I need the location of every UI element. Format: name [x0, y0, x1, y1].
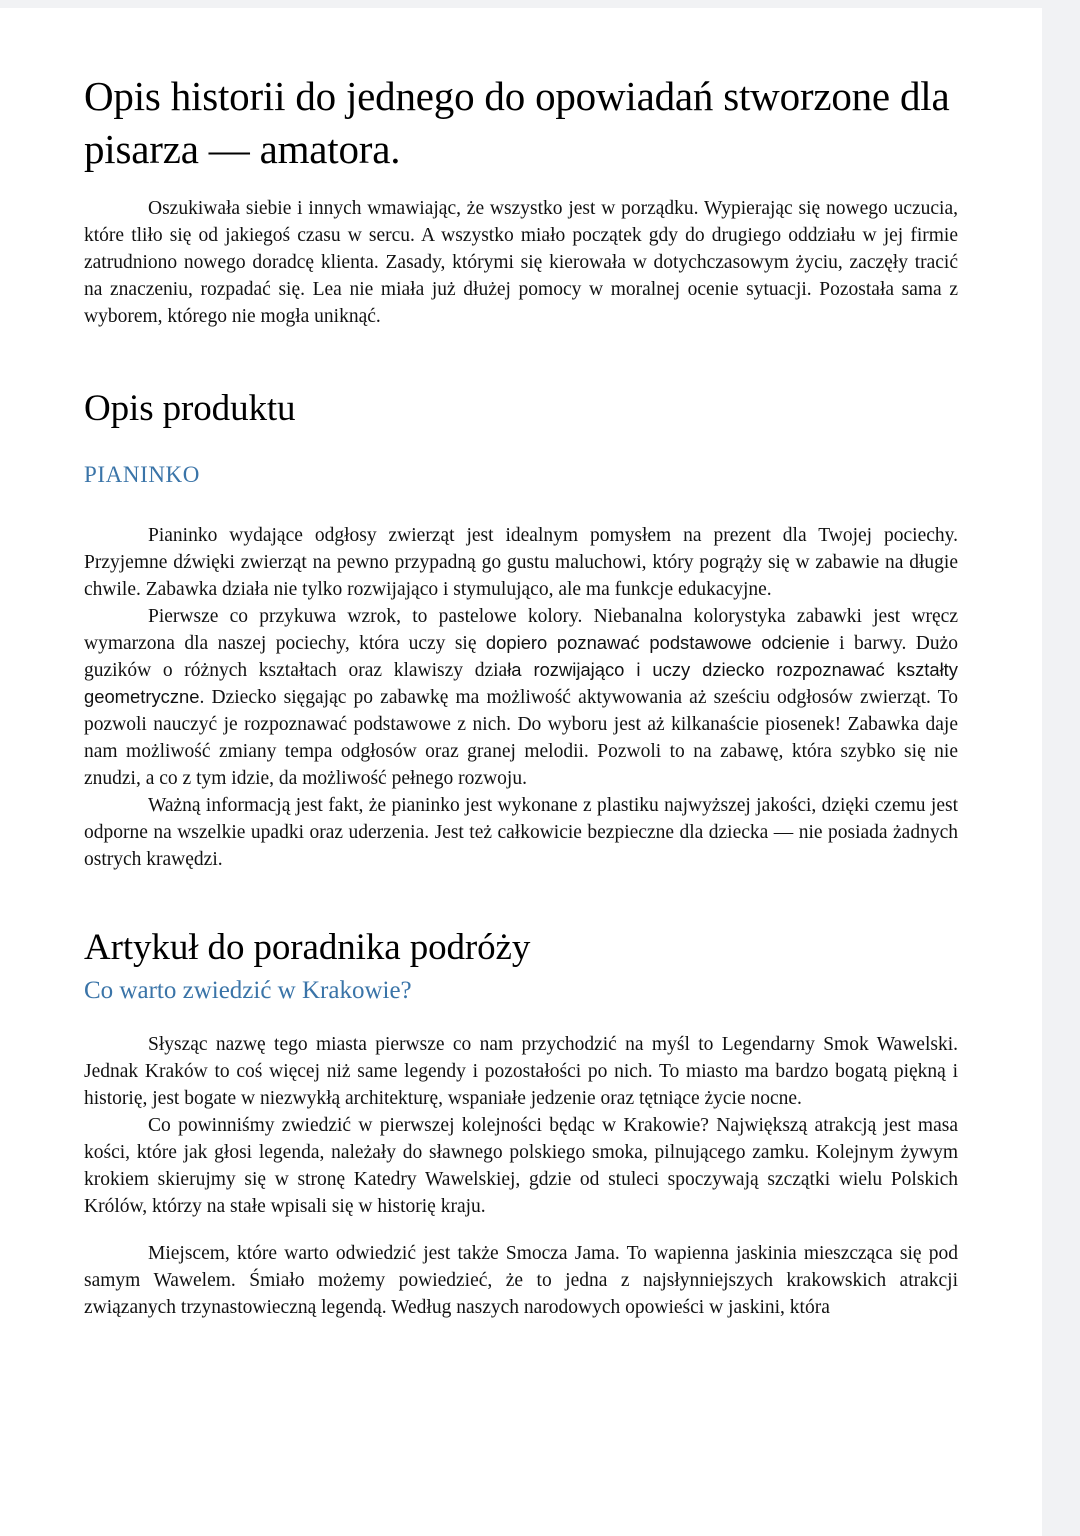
spacer	[84, 432, 958, 462]
run-serif-1: Pierwsze co przykuwa wzrok, to pastelowe kolory. Niebanalna kolorystyka zabawki jest wręcz wymarzona dla naszej pociechy, która uczy się	[84, 605, 958, 654]
product-paragraph-2	[84, 603, 958, 792]
run-sans-2: ła rozwijająco i uczy dziecko rozpoznawać kształty geometryczne	[84, 658, 958, 707]
product-paragraph-3: Ważną informacją jest fakt, że pianinko jest wykonane z plastiku najwyższej jakości, dzięki czemu jest odporne na wszelkie upadki oraz uderzenia. Jest też całkowicie bezpieczne dla dziecka — nie posiada żadnych ostrych krawędzi.	[84, 794, 958, 870]
right-scroll-gutter[interactable]	[1042, 0, 1080, 1536]
document-page	[0, 8, 1042, 1536]
subheading-pianinko: PIANINKO	[84, 461, 200, 487]
intro-paragraph: Oszukiwała siebie i innych wmawiając, że wszystko jest w porządku. Wypierając się nowego uczucia, które tliło się od jakiegoś czasu w sercu. A wszystko miało początek gdy do drugiego oddziału w jej firmie zatrudniono nowego doradcę klienta. Zasady, którymi się kierowała w dotychczasowym życiu, zaczęły tracić na znaczeniu, rozpadać się. Lea nie miała już dłużej pomocy w moralnej ocenie sytuacji. Pozostała sama z wyborem, którego nie mogła uniknąć.	[84, 197, 958, 327]
spacer	[84, 488, 958, 522]
run-sans-1: dopiero poznawać podstawowe odcienie	[485, 631, 830, 653]
subheading-krakow: Co warto zwiedzić w Krakowie?	[84, 977, 412, 1005]
travel-paragraph-3: Miejscem, które warto odwiedzić jest także Smocza Jama. To wapienna jaskinia mieszcząca się pod samym Wawelem. Śmiało możemy powiedzieć, że to jedna z najsłynniejszych krakowskich atrakcji związanych trzynastowieczną legendą. Według naszych narodowych opowieści w jaskini, która	[84, 1243, 958, 1319]
product-paragraph-1: Pianinko wydające odgłosy zwierząt jest idealnym pomysłem na prezent dla Twojej pociechy. Przyjemne dźwięki zwierząt na pewno przypadną go gustu maluchowi, który pogrąży się w zabawie na długie chwile. Zabawka działa nie tylko rozwijająco i stymulująco, ale ma funkcje edukacyjne.	[84, 524, 958, 600]
spacer	[84, 873, 958, 925]
run-serif-2: i barwy. Dużo guzików o różnych kształtach oraz klawiszy dzia	[84, 632, 958, 681]
top-status-strip	[0, 0, 1080, 8]
travel-paragraph-1: Słysząc nazwę tego miasta pierwsze co nam przychodzić na myśl to Legendarny Smok Wawelski. Jednak Kraków to coś więcej niż same legendy i pozostałości po nich. To miasto ma bardzo bogatą piękną i historię, jest bogate w niezwykłą architekturę, wspaniałe jedzenie oraz tętniące życie nocne.	[84, 1034, 958, 1110]
run-serif-3: . Dziecko sięgając po zabawkę ma możliwość aktywowania aż sześciu odgłosów zwierząt. To pozwoli nauczyć je rozpoznawać podstawowe z nich. Do wyboru jest aż kilkanaście piosenek! Zabawka daje nam możliwość zmiany tempa odgłosów oraz granej melodii. Pozwoli to na zabawę, która szybko się nie znudzi, a co z tym idzie, da możliwość pełnego rozwoju.	[84, 686, 958, 789]
travel-paragraph-2: Co powinniśmy zwiedzić w pierwszej kolejności będąc w Krakowie? Największą atrakcją jest masa kości, które jak głosi legenda, należały do sławnego polskiego smoka, pilnującego zamku. Kolejnym żywym krokiem skierujmy się w stronę Katedry Wawelskiej, gdzie od stuleci spoczywają szczątki wielu Polskich Królów, którzy na stałe wpisali się w historię kraju.	[84, 1115, 958, 1218]
section-heading-artykul-podrozy: Artykuł do poradnika podróży	[84, 926, 531, 968]
spacer	[84, 330, 958, 386]
spacer	[84, 1005, 958, 1031]
page-title: Opis historii do jednego do opowiadań stworzone dla pisarza — amatora.	[84, 73, 950, 173]
section-heading-opis-produktu: Opis produktu	[84, 387, 296, 429]
spacer	[84, 1220, 958, 1240]
